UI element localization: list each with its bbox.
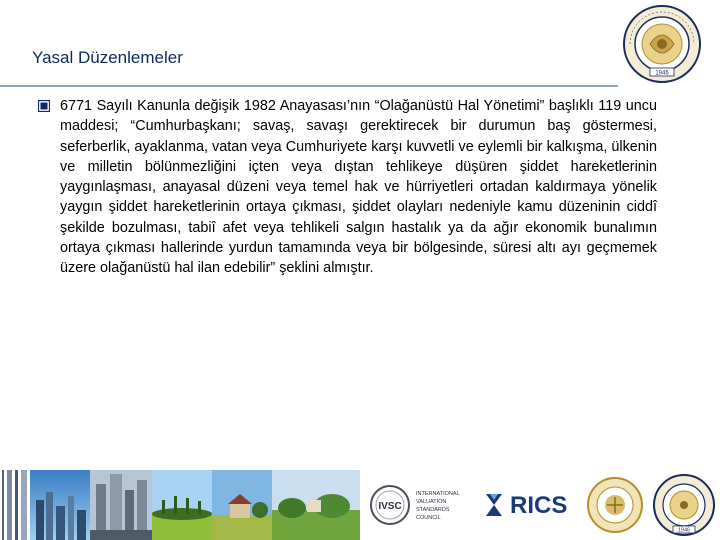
partner-seal-logo — [582, 470, 648, 540]
footer-seal-year: 1946 — [677, 527, 691, 534]
title-divider — [0, 85, 618, 87]
university-seal-logo — [622, 4, 702, 84]
regulation-paragraph: 6771 Sayılı Kanunla değişik 1982 Anayasası’nın “Olağanüstü Hal Yönetimi” başlıklı 119 uncu maddesi; “Cumhurbaşkanı; savaş, savaşı gerektirecek bir durumun baş göstermesi, seferberlik, ayaklanma, vatan veya Cumhuriyete karşı kuvvetli ve eylemli bir kalkışma, ülkenin ve milletin bölünmezliğini içten veya dıştan tehlikeye düşüren şiddet hareketlerinin yaygınlaşması, anayasal düzeni veya temel hak ve hürriyetleri ortadan kaldırmaya yönelik yaygın şiddet hareketlerinin ortaya çıkması, şiddet olayları nedeniyle kamu düzeninin ciddî şekilde bozulması, tabiî afet veya tehlikeli salgın hastalık ya da ağır ekonomik bunalımın ortaya çıkması hallerinde yurdun tamamında veya bir bölgesinde, süresi altı ayı geçmemek üzere olağanüstü hal ilan edebilir” şeklini almıştır. — [60, 98, 657, 277]
checkbox-bullet-icon — [38, 100, 50, 112]
ivsc-line-3: STANDARDS — [416, 507, 450, 513]
garden-photo — [272, 470, 360, 540]
city-skyline-photo — [30, 470, 90, 540]
ivsc-line-1: INTERNATIONAL — [416, 491, 460, 497]
rics-logo — [470, 470, 582, 540]
rural-house-photo — [212, 470, 272, 540]
footer-stripes — [0, 470, 30, 540]
ivsc-logo-text: IVSC — [378, 501, 402, 512]
field-landscape-photo — [152, 470, 212, 540]
university-seal-footer-logo — [648, 470, 720, 540]
ivsc-logo — [360, 470, 470, 540]
rics-logo-text: RICS — [510, 492, 568, 519]
seal-year: 1946 — [655, 70, 669, 77]
content-body — [60, 96, 657, 279]
skyscraper-photo — [90, 470, 152, 540]
ivsc-line-4: COUNCIL — [416, 515, 441, 521]
page-title: Yasal Düzenlemeler — [32, 48, 183, 67]
ivsc-line-2: VALUATION — [416, 499, 447, 505]
